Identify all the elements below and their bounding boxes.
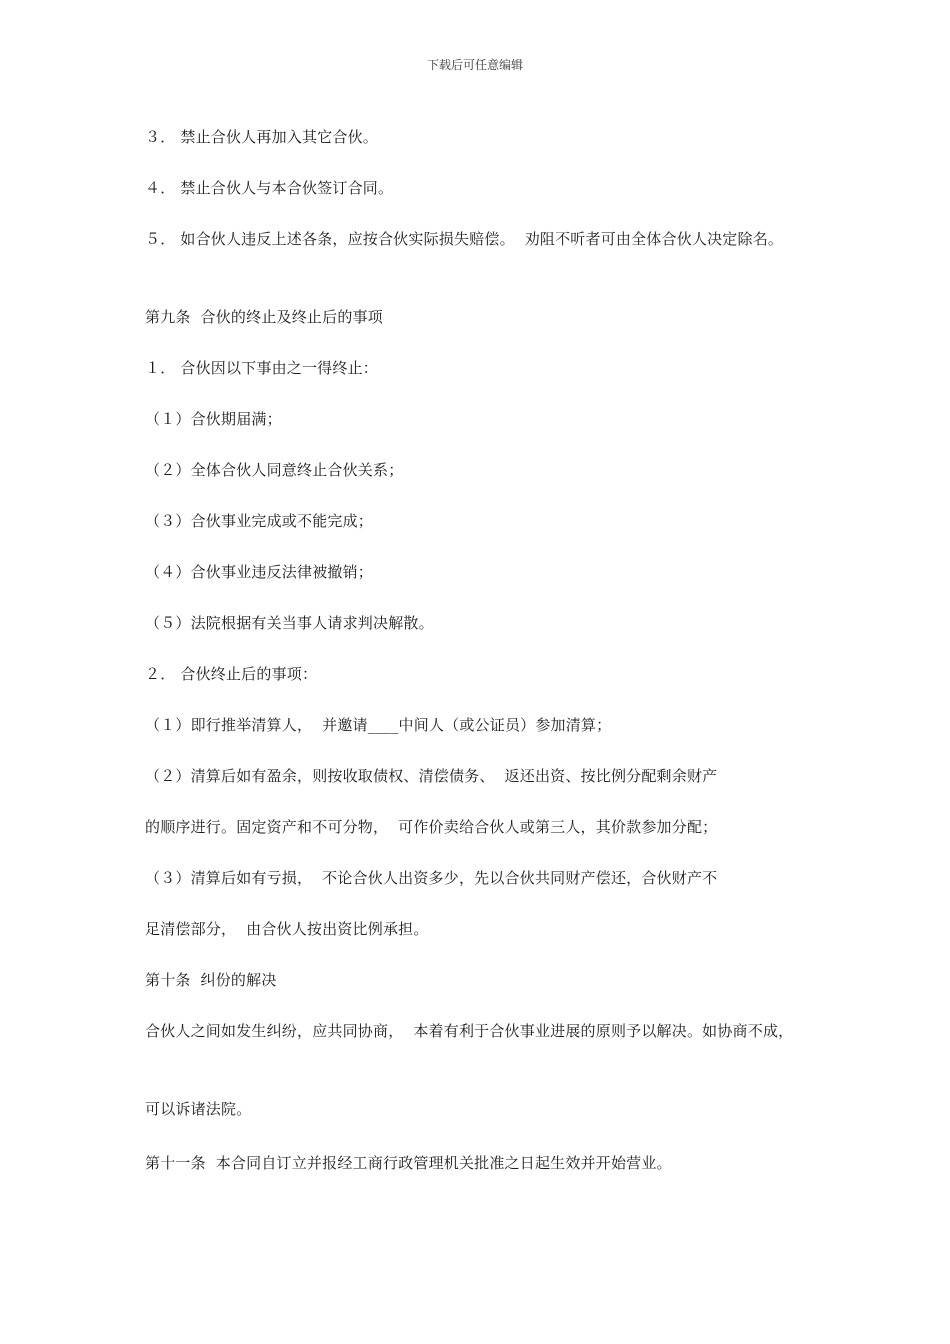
clause-9-item-1-sub-5: （５）法院根据有关当事人请求判决解散。 bbox=[145, 614, 434, 632]
clause-9-item-2-sub-2: （２）清算后如有盈余，则按收取债权、清偿债务、 返还出资、按比例分配剩余财产 bbox=[145, 767, 718, 785]
clause-9-item-1-sub-1: （１）合伙期届满； bbox=[145, 410, 282, 428]
clause-9-item-2-sub-1: （１）即行推举清算人， 并邀请____中间人（或公证员）参加清算； bbox=[145, 716, 612, 734]
clause-8-item-4: ４． 禁止合伙人与本合伙签订合同。 bbox=[145, 179, 394, 197]
clause-10-body: 合伙人之间如发生纠纷，应共同协商， 本着有利于合伙事业进展的原则予以解决。如协商不成， bbox=[145, 1022, 794, 1040]
clause-9-item-1-sub-2: （２）全体合伙人同意终止合伙关系； bbox=[145, 461, 404, 479]
clause-9-item-1-sub-3: （３）合伙事业完成或不能完成； bbox=[145, 512, 374, 530]
clause-10-heading: 第十条 纠份的解决 bbox=[145, 971, 277, 989]
clause-8-item-5: ５． 如合伙人违反上述各条，应按合伙实际损失赔偿。 劝阻不听者可由全体合伙人决定除名。 bbox=[145, 230, 784, 248]
page-header: 下载后可任意编辑 bbox=[426, 58, 523, 72]
clause-10-body-cont: 可以诉诸法院。 bbox=[145, 1100, 252, 1118]
clause-9-item-1-sub-4: （４）合伙事业违反法律被撤销； bbox=[145, 563, 374, 581]
clause-9-item-2: ２． 合伙终止后的事项： bbox=[145, 665, 318, 683]
clause-9-item-2-sub-3: （３）清算后如有亏损， 不论合伙人出资多少，先以合伙共同财产偿还，合伙财产不 bbox=[145, 869, 718, 887]
clause-9-item-2-sub-2-cont: 的顺序进行。固定资产和不可分物， 可作价卖给合伙人或第三人，其价款参加分配； bbox=[145, 818, 718, 836]
clause-8-item-3: ３． 禁止合伙人再加入其它合伙。 bbox=[145, 128, 378, 146]
clause-9-item-2-sub-3-cont: 足清偿部分， 由合伙人按出资比例承担。 bbox=[145, 920, 429, 938]
clause-9-heading: 第九条 合伙的终止及终止后的事项 bbox=[145, 308, 383, 326]
clause-11: 第十一条 本合同自订立并报经工商行政管理机关批准之日起生效并开始营业。 bbox=[145, 1154, 672, 1172]
clause-9-item-1: １． 合伙因以下事由之一得终止： bbox=[145, 359, 378, 377]
